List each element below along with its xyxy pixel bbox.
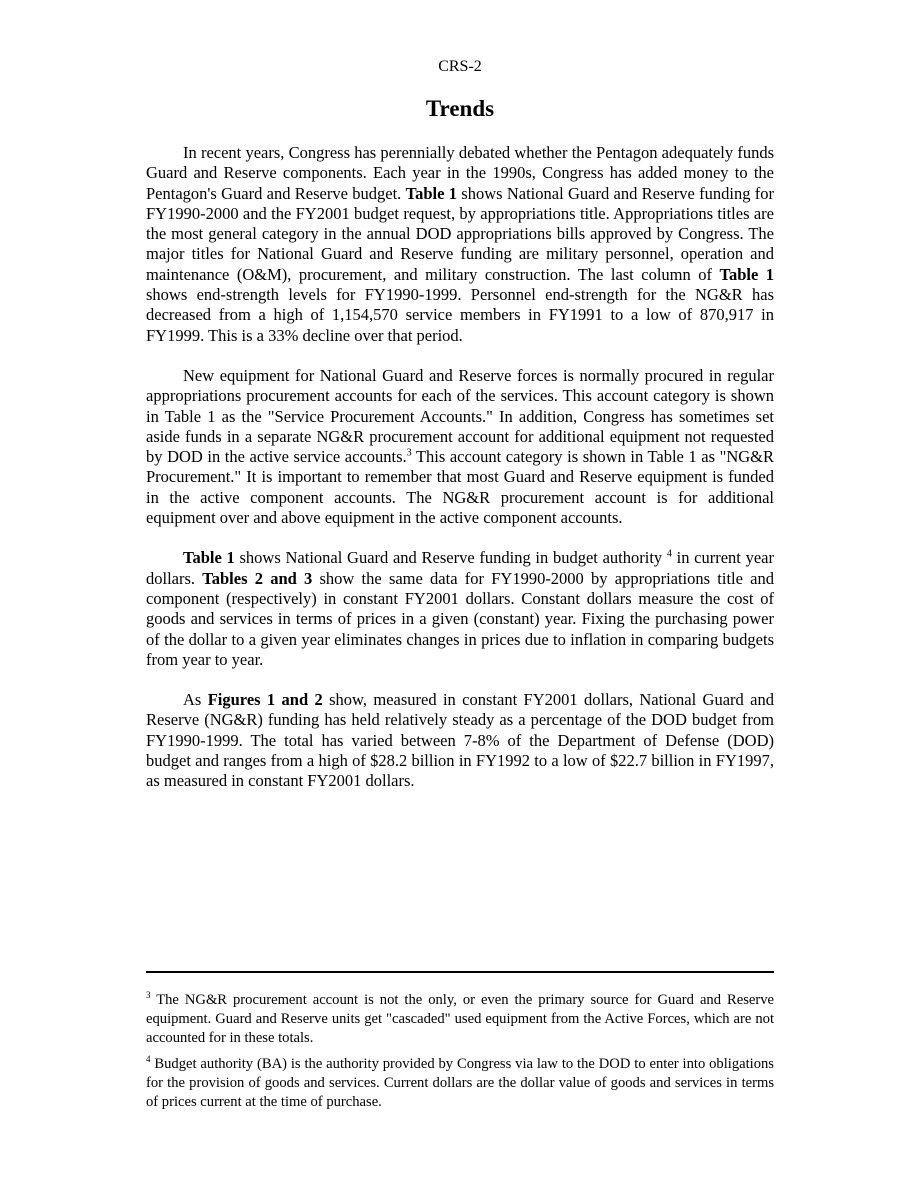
paragraph-2-text-b: This account category is shown in Table 1 as "NG&R Procurement." It is important to remember that most Guard and Reserve equipment is funded in the active component accounts. The NG&R procurement account is for additional equipment over and above equipment in the active component accounts. — [146, 447, 775, 528]
paragraph-4-text-a: As — [183, 690, 208, 710]
table-1-reference: Table 1 — [405, 183, 457, 203]
paragraph-2-text-a: New equipment for National Guard and Reserve forces is normally procured in regular appropriations procurement accounts for each of the services. This account category is shown in Table 1 as the "Service Procurement Accounts." In addition, Congress has sometimes set aside funds in a separate NG&R procurement account for additional equipment not requested by DOD in the active service accounts. — [146, 365, 774, 467]
footnote-4-marker: 4 — [146, 1054, 151, 1065]
paragraph-2 — [146, 366, 774, 528]
tables-2-3-reference: Tables 2 and 3 — [202, 568, 313, 588]
footnote-4-ref: 4 — [666, 548, 672, 560]
paragraph-3 — [146, 548, 774, 670]
paragraph-1-text-a: In recent years, Congress has perennially debated whether the Pentagon adequately funds Guard and Reserve components. Each year in the 1990s, Congress has added money to the Pentagon's Guard and Reserve budget. — [146, 143, 774, 203]
paragraph-4-text-c: show, measured in constant FY2001 dollars, National Guard and Reserve (NG&R) funding has held relatively steady as a percentage of the DOD budget from FY1990-1999. The total has varied between 7-8% of the Department of Defense (DOD) budget and ranges from a high of $28.2 billion in FY1992 to a low of $22.7 billion in FY1997, as measured in constant FY2001 dollars. — [146, 690, 774, 791]
paragraph-3-text-c: in current year dollars. — [146, 548, 774, 588]
table-1-reference: Table 1 — [719, 264, 775, 284]
footnote-3 — [146, 991, 774, 1048]
paragraph-1-text-c: shows National Guard and Reserve funding for FY1990-2000 and the FY2001 budget request, by appropriations title. Appropriations titles are the most general category in the annual DOD appropriations bills approved by Congress. The major titles for National Guard and Reserve funding are military personnel, operation and maintenance (O&M), procurement, and military construction. The last column of — [146, 183, 774, 284]
paragraph-4 — [146, 690, 774, 791]
footnote-divider — [146, 971, 774, 973]
footnote-4 — [146, 1055, 774, 1112]
footnote-3-marker: 3 — [146, 990, 151, 1001]
footnotes — [146, 991, 774, 1119]
paragraph-3-text-b: shows National Guard and Reserve funding in budget authority — [234, 548, 667, 568]
body-text — [146, 143, 774, 812]
figures-1-2-reference: Figures 1 and 2 — [207, 690, 323, 710]
paragraph-1-text-e: shows end-strength levels for FY1990-1999. Personnel end-strength for the NG&R has decreased from a high of 1,154,570 service members in FY1991 to a low of 870,917 in FY1999. This is a 33% decline over that period. — [146, 285, 774, 345]
footnote-4-text: Budget authority (BA) is the authority provided by Congress via law to the DOD to enter into obligations for the provision of goods and services. Current dollars are the dollar value of goods and services in terms of prices current at the time of purchase. — [146, 1056, 774, 1110]
footnote-3-ref: 3 — [406, 447, 412, 459]
section-title: Trends — [425, 96, 495, 121]
paragraph-3-text-e: show the same data for FY1990-2000 by appropriations title and component (respectively) in constant FY2001 dollars. Constant dollars measure the cost of goods and services in terms of prices in a given (constant) year. Fixing the purchasing power of the dollar to a given year eliminates changes in prices due to inflation in comparing budgets from year to year. — [146, 568, 774, 669]
page-number: CRS-2 — [438, 58, 482, 75]
footnote-3-text: The NG&R procurement account is not the only, or even the primary source for Guard and Reserve equipment. Guard and Reserve units get "cascaded" used equipment from the Active Forces, which are not accounted for in these totals. — [146, 992, 774, 1046]
paragraph-1 — [146, 143, 774, 346]
table-1-reference: Table 1 — [183, 548, 235, 568]
